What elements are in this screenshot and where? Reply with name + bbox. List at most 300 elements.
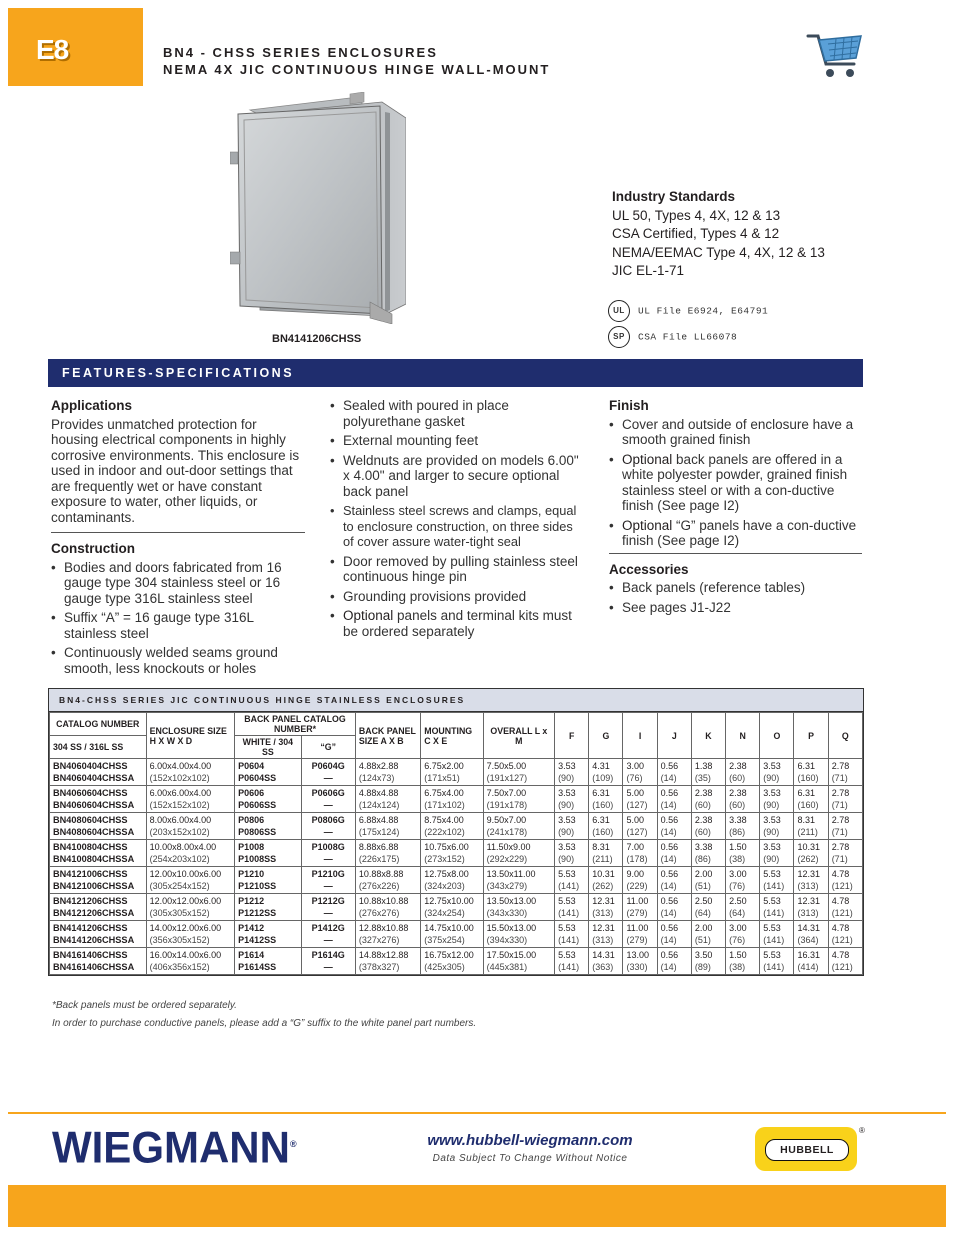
back-panel-g-ss: — xyxy=(323,908,333,918)
enclosure-size: 12.00x12.00x6.00 xyxy=(149,896,222,906)
table-cell xyxy=(726,894,760,921)
table-cell xyxy=(301,867,355,894)
table-cell xyxy=(828,894,862,921)
dimension-value: 3.53 xyxy=(763,761,781,771)
mounting: 10.75x6.00 xyxy=(424,842,469,852)
col-enclosure-size-sub: H X W X D xyxy=(149,735,193,746)
enclosure-size-mm: (406x356x152) xyxy=(149,962,210,972)
dimension-value-mm: (141) xyxy=(763,881,785,891)
table-cell xyxy=(828,948,862,975)
dimension-value: 4.78 xyxy=(831,950,850,960)
specs-table xyxy=(48,688,864,976)
overall-mm: (343x279) xyxy=(486,881,528,891)
dimension-value-mm: (262) xyxy=(797,854,819,864)
table-cell xyxy=(657,786,691,813)
table-cell xyxy=(828,840,862,867)
back-panel-white: P1614 xyxy=(238,950,265,960)
table-row xyxy=(50,948,863,975)
website-link[interactable]: www.hubbell-wiegmann.com xyxy=(427,1132,633,1149)
table-cell xyxy=(555,813,589,840)
enclosure-size: 12.00x10.00x6.00 xyxy=(149,869,222,879)
dimension-value: 11.00 xyxy=(626,896,649,906)
dimension-value-mm: (14) xyxy=(660,962,677,972)
mounting-mm: (324x254) xyxy=(424,908,465,918)
col-bp-white: WHITE / 304 SS xyxy=(235,736,301,759)
dimension-value-mm: (279) xyxy=(626,935,648,945)
dimension-value: 5.00 xyxy=(626,815,644,825)
table-cell xyxy=(146,894,235,921)
table-row xyxy=(50,840,863,867)
dimension-value-mm: (211) xyxy=(592,854,613,864)
enclosure-size-mm: (152x102x102) xyxy=(149,773,210,783)
dimension-value-mm: (364) xyxy=(797,935,819,945)
enclosure-size: 10.00x8.00x4.00 xyxy=(149,842,217,852)
table-cell xyxy=(301,894,355,921)
table-cell xyxy=(355,786,420,813)
table-cell xyxy=(483,948,554,975)
feature-item: • Weldnuts are provided on models 6.00" x 4.00" and larger to secure optional back panel xyxy=(330,453,580,500)
dimension-value: 3.53 xyxy=(558,761,576,771)
industry-standards xyxy=(612,188,825,281)
mounting-mm: (171x102) xyxy=(424,800,465,810)
table-cell xyxy=(555,840,589,867)
dimension-value-mm: (109) xyxy=(592,773,614,783)
dimension-value: 6.31 xyxy=(592,788,610,798)
dimension-value: 3.38 xyxy=(729,815,747,825)
features-column-left xyxy=(51,398,305,680)
col-p: P xyxy=(794,713,828,759)
table-cell xyxy=(657,921,691,948)
table-cell xyxy=(301,813,355,840)
dimension-value-mm: (141) xyxy=(558,908,580,918)
back-panel-white: P0604 xyxy=(238,761,265,771)
table-cell xyxy=(355,813,420,840)
back-panel-g-ss: — xyxy=(323,800,333,810)
back-panel-ss: P0806SS xyxy=(238,827,277,837)
section-tab-label: E8 xyxy=(36,34,69,65)
table-cell xyxy=(483,786,554,813)
catalog-number-316l: BN4161406CHSSA xyxy=(53,962,135,972)
dimension-value: 2.00 xyxy=(694,923,713,933)
finish-item xyxy=(609,452,862,514)
wiegmann-logo-text: WIEGMANN xyxy=(52,1122,290,1173)
dimension-value: 3.50 xyxy=(694,950,713,960)
table-cell xyxy=(146,948,235,975)
back-panel-g: P0606G xyxy=(311,788,345,798)
table-cell xyxy=(301,786,355,813)
dimension-value: 11.00 xyxy=(626,923,649,933)
table-cell xyxy=(589,894,623,921)
table-cell xyxy=(146,813,235,840)
dimension-value: 1.50 xyxy=(729,842,747,852)
col-catalog-sub: 304 SS / 316L SS xyxy=(50,736,147,759)
table-cell xyxy=(828,921,862,948)
dimension-value: 3.00 xyxy=(626,761,644,771)
dimension-value-mm: (279) xyxy=(626,908,648,918)
catalog-number: BN4141206CHSS xyxy=(53,923,128,933)
table-cell xyxy=(794,840,828,867)
dimension-value: 6.31 xyxy=(797,761,816,771)
ul-file-text: UL File E6924, E64791 xyxy=(638,305,769,317)
enclosure-size: 8.00x6.00x4.00 xyxy=(149,815,212,825)
dimension-value-mm: (141) xyxy=(763,908,785,918)
col-n: N xyxy=(726,713,760,759)
mounting: 14.75x10.00 xyxy=(424,923,474,933)
divider xyxy=(609,553,862,554)
accessories-item: • Back panels (reference tables) xyxy=(609,580,862,596)
table-cell xyxy=(623,894,657,921)
mounting: 6.75x2.00 xyxy=(424,761,464,771)
table-cell xyxy=(146,867,235,894)
catalog-number: BN4100804CHSS xyxy=(53,842,128,852)
table-cell xyxy=(589,759,623,786)
table-cell xyxy=(657,948,691,975)
catalog-number-316l: BN4121006CHSSA xyxy=(53,881,135,891)
mounting: 8.75x4.00 xyxy=(424,815,464,825)
back-panel-g: P1210G xyxy=(311,869,345,879)
table-cell xyxy=(421,759,483,786)
back-panel-ss: P0604SS xyxy=(238,773,277,783)
finish-item-text: back panels are offered in a white polyester powder, grained finish stainless steel or with a con-ductive finish (See page I2) xyxy=(622,451,848,513)
dimension-value: 2.50 xyxy=(729,896,747,906)
dimension-value: 7.00 xyxy=(626,842,644,852)
enclosure-size: 6.00x4.00x4.00 xyxy=(149,761,212,771)
table-cell xyxy=(657,813,691,840)
dimension-value-mm: (89) xyxy=(694,962,711,972)
dimension-value: 6.31 xyxy=(797,788,816,798)
dimension-value-mm: (86) xyxy=(694,854,711,864)
dimension-value-mm: (90) xyxy=(558,800,575,810)
accessories-heading: Accessories xyxy=(609,561,689,577)
back-panel-g-ss: — xyxy=(323,881,333,891)
enclosure-size-mm: (305x305x152) xyxy=(149,908,210,918)
table-cell xyxy=(50,813,147,840)
col-enclosure-size-label: ENCLOSURE SIZE xyxy=(149,725,227,736)
col-enclosure-size xyxy=(146,713,235,759)
dimension-value-mm: (90) xyxy=(763,854,780,864)
table-cell xyxy=(421,813,483,840)
optional-label: Optional xyxy=(622,517,673,533)
dimension-value-mm: (71) xyxy=(831,773,848,783)
col-j: J xyxy=(657,713,691,759)
back-panel-white: P1210 xyxy=(238,869,265,879)
dimension-value: 10.31 xyxy=(797,842,821,852)
back-panel-size: 6.88x4.88 xyxy=(358,815,399,825)
col-mounting: MOUNTING C X E xyxy=(421,713,483,759)
back-panel-size: 12.88x10.88 xyxy=(358,923,409,933)
back-panel-g-ss: — xyxy=(323,962,333,972)
dimension-value-mm: (90) xyxy=(558,773,575,783)
table-cell xyxy=(301,948,355,975)
col-back-panel-catalog: BACK PANEL CATALOG NUMBER* xyxy=(235,713,356,736)
feature-item: • Sealed with poured in place polyurethane gasket xyxy=(330,398,580,429)
table-cell xyxy=(146,921,235,948)
dimension-value: 2.38 xyxy=(729,788,747,798)
back-panel-g-ss: — xyxy=(323,935,333,945)
table-cell xyxy=(235,840,301,867)
col-g: G xyxy=(589,713,623,759)
table-cell xyxy=(146,840,235,867)
back-panel-size: 8.88x6.88 xyxy=(358,842,399,852)
dimension-value-mm: (141) xyxy=(763,962,785,972)
back-panel-g-ss: — xyxy=(323,827,333,837)
dimension-value-mm: (211) xyxy=(797,827,818,837)
applications-heading: Applications xyxy=(51,398,133,413)
enclosure-size-mm: (356x305x152) xyxy=(149,935,210,945)
dimension-value: 2.38 xyxy=(694,788,713,798)
table-header-row xyxy=(50,713,863,736)
overall: 9.50x7.00 xyxy=(486,815,527,825)
optional-text: panels and terminal kits must be ordered separately xyxy=(343,608,572,639)
finish-item-text: “G” panels have a con-ductive finish (See page I2) xyxy=(622,517,857,548)
table-cell xyxy=(555,894,589,921)
dimension-value-mm: (262) xyxy=(592,881,614,891)
dimension-value: 3.00 xyxy=(729,923,747,933)
table-cell xyxy=(50,786,147,813)
dimension-value-mm: (121) xyxy=(831,935,853,945)
catalog-number: BN4121206CHSS xyxy=(53,896,128,906)
dimension-value-mm: (160) xyxy=(592,800,614,810)
table-cell xyxy=(828,786,862,813)
back-panel-white: P0806 xyxy=(238,815,265,825)
dimension-value: 2.78 xyxy=(831,815,850,825)
dimension-value-mm: (60) xyxy=(729,800,746,810)
enclosure-size: 6.00x6.00x4.00 xyxy=(149,788,212,798)
back-panel-white: P1412 xyxy=(238,923,265,933)
table-cell xyxy=(760,948,794,975)
dimension-value-mm: (90) xyxy=(763,800,780,810)
col-catalog: CATALOG NUMBER xyxy=(50,713,147,736)
table-cell xyxy=(760,867,794,894)
back-panel-g-ss: — xyxy=(323,854,333,864)
back-panel-size-mm: (175x124) xyxy=(358,827,400,837)
mounting-mm: (222x102) xyxy=(424,827,465,837)
table-cell xyxy=(355,921,420,948)
footer-band xyxy=(8,1185,946,1227)
table-cell xyxy=(760,921,794,948)
dimension-value: 0.56 xyxy=(660,896,679,906)
csa-certification xyxy=(608,326,737,348)
standards-heading: Industry Standards xyxy=(612,189,736,204)
dimension-value: 9.00 xyxy=(626,869,644,879)
dimension-value-mm: (60) xyxy=(694,800,711,810)
dimension-value-mm: (71) xyxy=(831,854,848,864)
table-cell xyxy=(235,894,301,921)
overall-mm: (191x127) xyxy=(486,773,528,783)
back-panel-size: 10.88x10.88 xyxy=(358,896,409,906)
features-column-middle xyxy=(330,398,580,643)
finish-heading: Finish xyxy=(609,398,649,413)
optional-label: Optional xyxy=(343,608,394,623)
dimension-value: 3.53 xyxy=(763,788,781,798)
table-cell xyxy=(794,867,828,894)
specs-table-title: BN4-CHSS SERIES JIC CONTINUOUS HINGE STAINLESS ENCLOSURES xyxy=(49,689,863,712)
table-cell xyxy=(657,759,691,786)
dimension-value-mm: (90) xyxy=(558,854,575,864)
features-column-right xyxy=(609,398,862,619)
dimension-value-mm: (141) xyxy=(558,935,580,945)
table-cell xyxy=(726,867,760,894)
dimension-value-mm: (51) xyxy=(694,881,711,891)
table-cell xyxy=(623,813,657,840)
table-cell xyxy=(828,813,862,840)
col-k: K xyxy=(691,713,725,759)
dimension-value: 4.31 xyxy=(592,761,610,771)
dimension-value: 3.53 xyxy=(763,842,781,852)
dimension-value-mm: (76) xyxy=(729,881,746,891)
back-panel-size-mm: (226x175) xyxy=(358,854,400,864)
dimension-value: 4.78 xyxy=(831,923,850,933)
table-cell xyxy=(421,894,483,921)
back-panel-size: 10.88x8.88 xyxy=(358,869,404,879)
dimension-value-mm: (14) xyxy=(660,935,677,945)
table-cell xyxy=(828,759,862,786)
table-cell xyxy=(760,894,794,921)
dimension-value-mm: (160) xyxy=(797,800,819,810)
table-cell xyxy=(726,786,760,813)
table-cell xyxy=(421,840,483,867)
dimension-value-mm: (141) xyxy=(558,962,580,972)
dimension-value: 3.53 xyxy=(558,815,576,825)
enclosure-size: 14.00x12.00x6.00 xyxy=(149,923,222,933)
dimension-value: 3.53 xyxy=(558,788,576,798)
shopping-cart-icon[interactable] xyxy=(806,30,864,82)
table-row xyxy=(50,759,863,786)
back-panel-size-mm: (276x226) xyxy=(358,881,400,891)
dimension-value: 5.53 xyxy=(763,869,781,879)
back-panel-g: P1412G xyxy=(311,923,345,933)
mounting-mm: (171x51) xyxy=(424,773,460,783)
mounting: 12.75x10.00 xyxy=(424,896,474,906)
overall: 13.50x13.00 xyxy=(486,896,537,906)
back-panel-white: P1008 xyxy=(238,842,265,852)
back-panel-size-mm: (124x124) xyxy=(358,800,400,810)
dimension-value-mm: (14) xyxy=(660,908,677,918)
dimension-value: 1.50 xyxy=(729,950,747,960)
dimension-value-mm: (229) xyxy=(626,881,648,891)
table-cell xyxy=(555,948,589,975)
dimension-value: 0.56 xyxy=(660,788,679,798)
back-panel-g: P0806G xyxy=(311,815,345,825)
dimension-value-mm: (313) xyxy=(797,881,819,891)
dimension-value: 4.78 xyxy=(831,869,850,879)
table-cell xyxy=(50,921,147,948)
back-panel-size-mm: (276x276) xyxy=(358,908,400,918)
table-row xyxy=(50,786,863,813)
table-cell xyxy=(657,894,691,921)
table-cell xyxy=(235,921,301,948)
table-cell xyxy=(589,867,623,894)
dimension-value: 5.53 xyxy=(558,869,576,879)
table-cell xyxy=(589,948,623,975)
csa-logo-icon: SP xyxy=(608,326,630,348)
table-cell xyxy=(726,948,760,975)
construction-item: • Bodies and doors fabricated from 16 gauge type 304 stainless steel or 16 gauge type 316L stainless steel xyxy=(51,560,305,607)
table-cell xyxy=(355,948,420,975)
table-row xyxy=(50,813,863,840)
dimension-value-mm: (86) xyxy=(729,827,746,837)
back-panel-ss: P1412SS xyxy=(238,935,277,945)
dimension-value-mm: (60) xyxy=(729,773,746,783)
back-panel-ss: P1210SS xyxy=(238,881,277,891)
hubbell-logo xyxy=(755,1127,857,1171)
footnote-conductive: In order to purchase conductive panels, please add a “G” suffix to the white panel part numbers. xyxy=(52,1018,477,1029)
dimension-value: 5.53 xyxy=(763,923,781,933)
dimension-value: 2.38 xyxy=(729,761,747,771)
dimension-value-mm: (141) xyxy=(763,935,785,945)
back-panel-size: 14.88x12.88 xyxy=(358,950,409,960)
dimension-value: 0.56 xyxy=(660,842,679,852)
mounting: 12.75x8.00 xyxy=(424,869,469,879)
dimension-value-mm: (14) xyxy=(660,881,677,891)
col-f: F xyxy=(555,713,589,759)
dimension-value-mm: (178) xyxy=(626,854,648,864)
dimension-value-mm: (160) xyxy=(797,773,819,783)
dimension-value: 8.31 xyxy=(592,842,610,852)
dimension-value: 14.31 xyxy=(592,950,615,960)
dimension-value-mm: (313) xyxy=(592,908,614,918)
table-cell xyxy=(50,867,147,894)
col-o: O xyxy=(760,713,794,759)
table-cell xyxy=(726,813,760,840)
page-title-line2: NEMA 4X JIC CONTINUOUS HINGE WALL-MOUNT xyxy=(163,62,551,77)
dimension-value: 16.31 xyxy=(797,950,821,960)
table-cell xyxy=(355,867,420,894)
dimension-value: 2.38 xyxy=(694,815,713,825)
catalog-number: BN4060404CHSS xyxy=(53,761,128,771)
table-cell xyxy=(794,894,828,921)
specs-table-grid xyxy=(49,712,863,975)
table-cell xyxy=(691,948,725,975)
section-tab xyxy=(8,8,143,86)
overall-mm: (292x229) xyxy=(486,854,528,864)
col-i: I xyxy=(623,713,657,759)
table-cell xyxy=(623,786,657,813)
dimension-value: 0.56 xyxy=(660,950,679,960)
footer-rule xyxy=(8,1112,946,1114)
accessories-item: • See pages J1-J22 xyxy=(609,600,862,616)
back-panel-white: P1212 xyxy=(238,896,265,906)
enclosure-size: 16.00x14.00x6.00 xyxy=(149,950,222,960)
dimension-value: 3.53 xyxy=(763,815,781,825)
table-cell xyxy=(726,840,760,867)
table-cell xyxy=(50,840,147,867)
ul-certification xyxy=(608,300,768,322)
table-cell xyxy=(623,921,657,948)
dimension-value: 5.53 xyxy=(763,950,781,960)
dimension-value-mm: (38) xyxy=(729,854,746,864)
table-cell xyxy=(623,948,657,975)
dimension-value: 3.38 xyxy=(694,842,713,852)
dimension-value: 5.53 xyxy=(763,896,781,906)
table-cell xyxy=(50,948,147,975)
feature-item: • Door removed by pulling stainless steel continuous hinge pin xyxy=(330,554,580,585)
table-cell xyxy=(760,840,794,867)
catalog-number-316l: BN4060604CHSSA xyxy=(53,800,135,810)
dimension-value: 8.31 xyxy=(797,815,816,825)
table-cell xyxy=(483,867,554,894)
construction-item: • Suffix “A” = 16 gauge type 316L stainless steel xyxy=(51,610,305,641)
overall: 7.50x5.00 xyxy=(486,761,527,771)
back-panel-g: P1614G xyxy=(311,950,345,960)
enclosure-product-image xyxy=(230,92,406,324)
footnote-back-panels: *Back panels must be ordered separately. xyxy=(52,1000,237,1011)
feature-item: • Grounding provisions provided xyxy=(330,589,580,605)
overall: 13.50x11.00 xyxy=(486,869,536,879)
back-panel-g-ss: — xyxy=(323,773,333,783)
table-row xyxy=(50,921,863,948)
table-cell xyxy=(555,786,589,813)
